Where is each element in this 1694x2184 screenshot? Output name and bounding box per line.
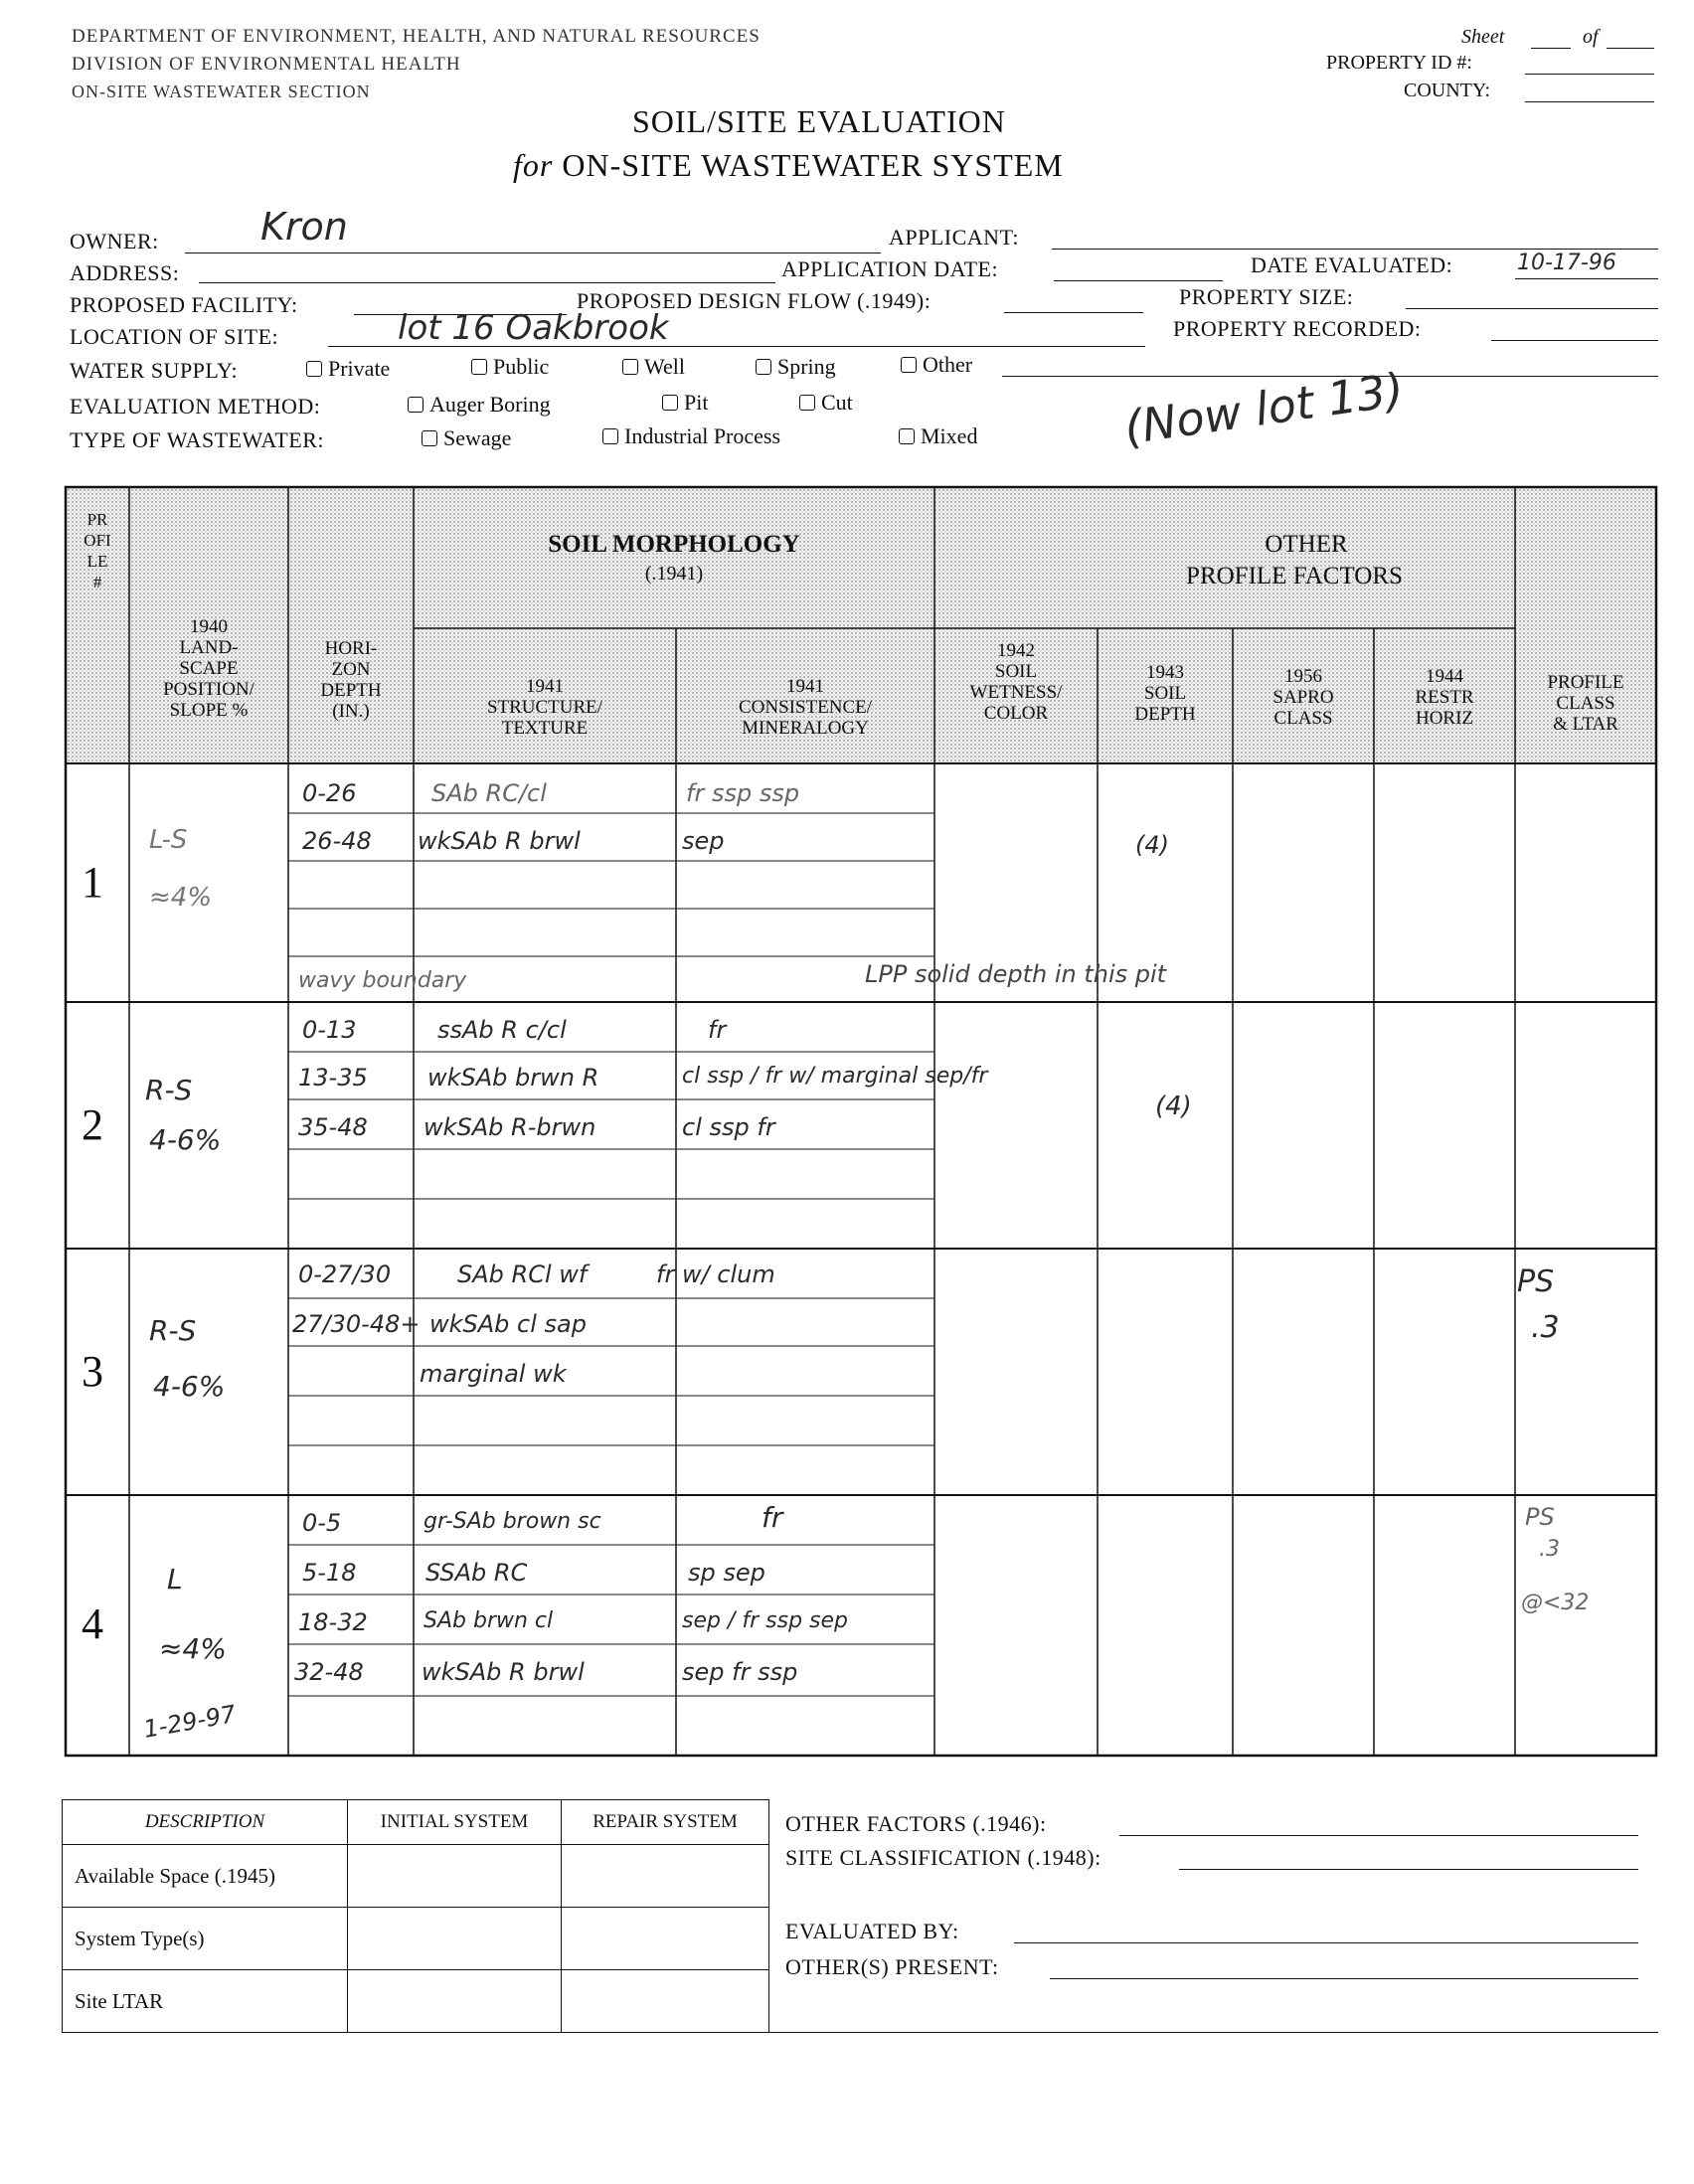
system-type-repair[interactable] — [562, 1908, 769, 1970]
col-profile-class-header — [1517, 672, 1654, 735]
sheet-label: Sheet — [1461, 26, 1505, 48]
option-label: Public — [493, 354, 550, 379]
water-supply-label: WATER SUPPLY: — [70, 358, 239, 383]
header-line: ZON — [331, 659, 371, 680]
consistence-mineralogy[interactable]: sep / fr ssp sep — [682, 1608, 848, 1633]
header-line: 1941 — [526, 676, 564, 697]
application-date-label: APPLICATION DATE: — [781, 256, 999, 281]
soil-depth-value[interactable]: (4) — [1135, 831, 1169, 859]
structure-texture[interactable]: marginal wk — [420, 1360, 567, 1388]
profile-slope: 4-6% — [153, 1370, 226, 1403]
horizon-depth[interactable]: 0-13 — [302, 1016, 357, 1044]
structure-texture[interactable]: SAb brwn cl — [424, 1608, 554, 1633]
col-restr-header — [1376, 666, 1513, 729]
structure-texture[interactable]: gr-SAb brown sc — [424, 1509, 601, 1534]
header-line: SOIL — [1143, 683, 1187, 704]
soil-depth-value[interactable]: (4) — [1155, 1092, 1192, 1121]
consistence-mineralogy[interactable]: sp sep — [688, 1559, 765, 1587]
option-label: Other — [923, 352, 973, 377]
margin-note: (Now lot 13) — [1120, 362, 1408, 455]
header-line: COLOR — [983, 703, 1049, 724]
profile-slope: ≈4% — [149, 883, 213, 913]
profile-class-value[interactable]: PS — [1525, 1503, 1555, 1531]
property-recorded-label: PROPERTY RECORDED: — [1173, 316, 1422, 341]
system-type-label: System Type(s) — [63, 1908, 348, 1970]
profile-number: 4 — [82, 1599, 103, 1648]
header-line: LAND- — [179, 637, 239, 658]
structure-texture[interactable]: wkSAb cl sap — [429, 1310, 587, 1338]
col-landscape-header — [131, 616, 286, 721]
option-label: Well — [644, 354, 685, 379]
header-line: CLASS — [1556, 693, 1615, 714]
profile-class-value[interactable]: PS — [1517, 1264, 1555, 1299]
proposed-facility-label: PROPOSED FACILITY: — [70, 292, 298, 317]
profile-landscape: R-S — [149, 1314, 197, 1347]
site-classification-line[interactable] — [1179, 1869, 1638, 1870]
header-line: WETNESS/ — [969, 682, 1063, 703]
horizon-depth[interactable]: 0-5 — [302, 1509, 342, 1537]
design-flow-label: PROPOSED DESIGN FLOW (.1949): — [577, 288, 932, 313]
profile-number: 1 — [82, 858, 103, 907]
system-type-initial[interactable] — [348, 1908, 562, 1970]
option-label: Industrial Process — [624, 423, 781, 448]
consistence-mineralogy[interactable]: fr w/ clum — [656, 1260, 775, 1288]
property-id-label: PROPERTY ID #: — [1326, 52, 1472, 74]
available-space-repair[interactable] — [562, 1845, 769, 1908]
header-line: & LTAR — [1553, 714, 1618, 735]
header-line: PROFILE — [1547, 672, 1624, 693]
evaluation-method-label: EVALUATION METHOD: — [70, 394, 321, 419]
horizon-depth[interactable]: 32-48 — [294, 1658, 364, 1686]
header-line: 1942 — [997, 640, 1035, 661]
site-ltar-label: Site LTAR — [63, 1970, 348, 2033]
department-name: DEPARTMENT OF ENVIRONMENT, HEALTH, AND NATURAL RESOURCES — [72, 26, 761, 47]
option-label: Private — [328, 356, 391, 381]
horizon-depth[interactable]: 27/30-48+ — [292, 1310, 421, 1338]
applicant-label: APPLICANT: — [889, 225, 1020, 250]
col-wetness-header — [936, 640, 1096, 724]
col-horizon-header — [290, 638, 412, 722]
consistence-mineralogy[interactable]: sep fr ssp — [682, 1658, 798, 1686]
owner-label: OWNER: — [70, 229, 159, 253]
subtitle-main: ON-SITE WASTEWATER SYSTEM — [562, 147, 1064, 183]
date-evaluated-value: 10-17-96 — [1517, 251, 1616, 275]
col-sapro-header — [1235, 666, 1372, 729]
header-line: MINERALOGY — [742, 718, 869, 739]
site-classification-label: SITE CLASSIFICATION (.1948): — [785, 1845, 1101, 1870]
header-line: 1941 — [786, 676, 824, 697]
header-line: CONSISTENCE/ — [738, 697, 873, 718]
structure-texture[interactable]: wkSAb R-brwn — [424, 1113, 596, 1141]
others-present-line[interactable] — [1050, 1978, 1638, 1979]
repair-system-header: REPAIR SYSTEM — [562, 1800, 769, 1845]
option-label: Spring — [777, 354, 836, 379]
other-factors-header-2: PROFILE FACTORS — [1186, 563, 1403, 589]
other-factors-line[interactable] — [1119, 1835, 1638, 1836]
header-line: TEXTURE — [501, 718, 589, 739]
structure-texture[interactable]: SSAb RC — [425, 1559, 528, 1587]
soil-morphology-code: (.1941) — [644, 563, 704, 585]
option-label: Mixed — [921, 423, 978, 448]
other-factors-label: OTHER FACTORS (.1946): — [785, 1811, 1047, 1836]
header-line: 1940 — [190, 616, 228, 637]
profile-number: 2 — [82, 1100, 103, 1149]
available-space-label: Available Space (.1945) — [63, 1845, 348, 1908]
subtitle-prefix: for — [513, 147, 554, 183]
structure-texture[interactable]: wkSAb R brwl — [422, 1658, 585, 1686]
property-size-label: PROPERTY SIZE: — [1179, 284, 1354, 309]
col-profile-header: PROFILE # — [84, 510, 111, 591]
profile-landscape: L — [167, 1563, 183, 1596]
consistence-mineralogy[interactable]: fr — [762, 1501, 783, 1534]
header-line: 1956 — [1284, 666, 1322, 687]
owner-value: Kron — [260, 205, 348, 249]
header-line: SAPRO — [1272, 687, 1334, 708]
consistence-mineralogy[interactable]: sep — [682, 827, 725, 855]
profile-slope: ≈4% — [159, 1632, 227, 1665]
structure-texture[interactable]: ssAb R c/cl — [437, 1016, 567, 1044]
profile-date-note: 1-29-97 — [141, 1700, 239, 1744]
horizon-depth[interactable]: 13-35 — [298, 1064, 368, 1092]
form-title: SOIL/SITE EVALUATION — [632, 103, 1006, 139]
col-structure-header — [416, 676, 674, 739]
option-label: Sewage — [443, 425, 512, 450]
structure-texture[interactable]: wkSAb R brwl — [418, 827, 581, 855]
profile-note: LPP solid depth in this pit — [865, 960, 1167, 988]
profile-number: 3 — [82, 1347, 103, 1396]
option-label: Cut — [821, 390, 853, 415]
consistence-mineralogy[interactable]: cl ssp / fr w/ marginal sep/fr — [682, 1064, 988, 1089]
consistence-mineralogy[interactable]: fr ssp ssp — [686, 779, 800, 807]
structure-texture[interactable]: wkSAb brwn R — [427, 1064, 599, 1092]
bottom-rule — [769, 2032, 1658, 2033]
header-line: DEPTH — [320, 680, 382, 701]
section-name: ON-SITE WASTEWATER SECTION — [72, 82, 371, 101]
ltar-value[interactable]: .3 — [1531, 1310, 1560, 1345]
profile-landscape: L-S — [149, 825, 188, 855]
date-evaluated-label: DATE EVALUATED: — [1251, 252, 1453, 277]
header-line: CLASS — [1273, 708, 1333, 729]
evaluated-by-line[interactable] — [1014, 1942, 1638, 1943]
horizon-depth[interactable]: 18-32 — [298, 1608, 368, 1636]
other-factors-header-1: OTHER — [1265, 531, 1348, 558]
horizon-depth[interactable]: 0-27/30 — [298, 1260, 392, 1288]
ltar-value[interactable]: .3 — [1539, 1537, 1560, 1562]
structure-texture[interactable]: SAb RC/cl — [431, 779, 547, 807]
available-space-initial[interactable] — [348, 1845, 562, 1908]
consistence-mineralogy[interactable]: fr — [708, 1016, 727, 1044]
col-soil-depth-header — [1100, 662, 1231, 725]
header-line: SOIL — [994, 661, 1038, 682]
header-line: SCAPE — [179, 658, 239, 679]
header-line: DEPTH — [1134, 704, 1196, 725]
others-present-label: OTHER(S) PRESENT: — [785, 1954, 999, 1979]
site-ltar-initial[interactable] — [348, 1970, 562, 2033]
county-label: COUNTY: — [1404, 80, 1491, 101]
header-line: (IN.) — [332, 701, 370, 722]
initial-system-header: INITIAL SYSTEM — [348, 1800, 562, 1845]
structure-texture[interactable]: SAb RCl wf — [457, 1260, 588, 1288]
sheet-of-label: of — [1583, 26, 1599, 48]
description-header: DESCRIPTION — [63, 1800, 348, 1845]
header-line: POSITION/ — [163, 679, 254, 700]
option-label: Pit — [684, 390, 709, 415]
profile-class-note[interactable]: @<32 — [1521, 1591, 1590, 1615]
division-name: DIVISION OF ENVIRONMENTAL HEALTH — [72, 54, 461, 75]
horizon-depth[interactable]: 0-26 — [302, 779, 357, 807]
profile-landscape: R-S — [145, 1074, 193, 1106]
evaluated-by-label: EVALUATED BY: — [785, 1919, 959, 1943]
header-line: 1944 — [1426, 666, 1463, 687]
header-line: RESTR — [1415, 687, 1474, 708]
horizon-depth[interactable]: 35-48 — [298, 1113, 368, 1141]
header-line: HORI- — [324, 638, 378, 659]
header-line: HORIZ — [1415, 708, 1474, 729]
location-label: LOCATION OF SITE: — [70, 324, 279, 349]
horizon-depth[interactable]: 5-18 — [302, 1559, 357, 1587]
header-line: SLOPE % — [169, 700, 249, 721]
profile-note: wavy boundary — [298, 968, 467, 993]
location-value: lot 16 Oakbrook — [398, 308, 669, 348]
summary-table — [62, 1799, 769, 2033]
consistence-mineralogy[interactable]: cl ssp fr — [682, 1113, 775, 1141]
option-label: Auger Boring — [429, 392, 551, 417]
header-line: STRUCTURE/ — [486, 697, 603, 718]
header-line: 1943 — [1146, 662, 1184, 683]
col-consistence-header — [678, 676, 932, 739]
type-wastewater-label: TYPE OF WASTEWATER: — [70, 427, 324, 452]
address-label: ADDRESS: — [70, 260, 180, 285]
site-ltar-repair[interactable] — [562, 1970, 769, 2033]
soil-morphology-header: SOIL MORPHOLOGY — [548, 531, 800, 558]
horizon-depth[interactable]: 26-48 — [302, 827, 372, 855]
profile-slope: 4-6% — [149, 1123, 222, 1156]
